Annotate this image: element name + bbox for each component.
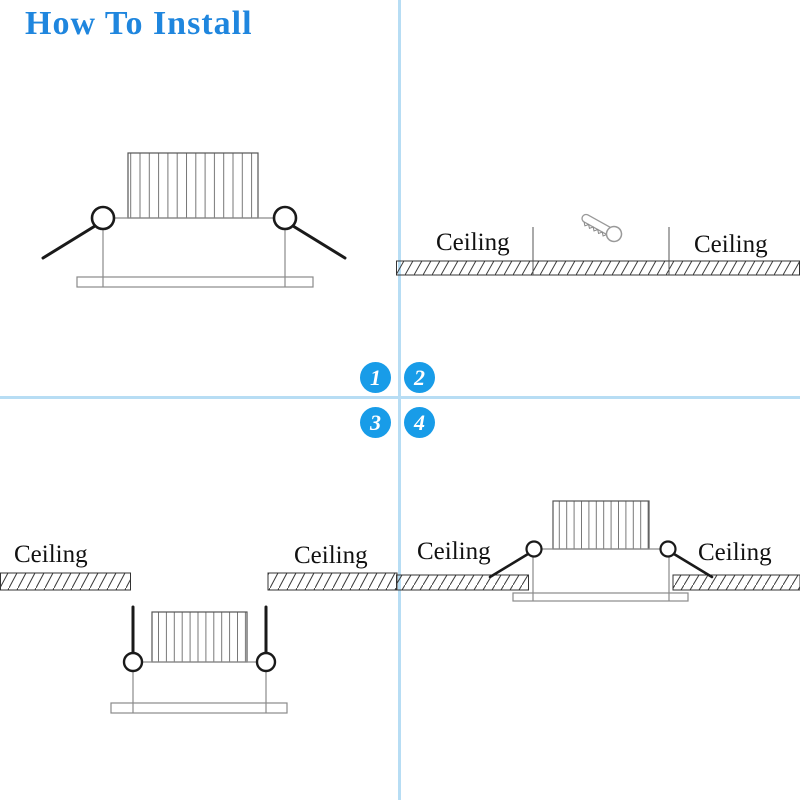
heatsink	[128, 153, 258, 218]
ceiling-cross-section-right	[673, 575, 800, 590]
ceiling-cross-section-left	[397, 575, 529, 590]
spring-pivot-left	[527, 542, 542, 557]
spring-left	[490, 554, 528, 577]
ceiling-cross-section	[397, 261, 800, 275]
trim-flange	[77, 277, 313, 287]
trim-flange	[513, 593, 688, 601]
ceiling-label: Ceiling	[694, 231, 768, 258]
saw-icon	[579, 210, 624, 244]
ceiling-cross-section-left	[1, 573, 131, 590]
heatsink	[152, 612, 247, 662]
horizontal-divider	[0, 396, 800, 399]
step-3-badge: 3	[360, 407, 391, 438]
ceiling-label: Ceiling	[417, 538, 491, 565]
trim-flange	[111, 703, 287, 713]
ceiling-label: Ceiling	[294, 542, 368, 569]
ceiling-cross-section-right	[268, 573, 397, 590]
heatsink	[553, 501, 649, 549]
step-1-badge: 1	[360, 362, 391, 393]
spring-pivot-right	[661, 542, 676, 557]
spring-right	[293, 226, 345, 258]
step-4-badge: 4	[404, 407, 435, 438]
step-1-diagram	[0, 130, 400, 300]
page-title: How To Install	[25, 5, 253, 42]
spring-left	[43, 226, 95, 258]
step-2-badge: 2	[404, 362, 435, 393]
ceiling-label: Ceiling	[436, 229, 510, 256]
spring-pivot-left	[124, 653, 142, 671]
ceiling-label: Ceiling	[698, 539, 772, 566]
ceiling-label: Ceiling	[14, 541, 88, 568]
spring-pivot-right	[257, 653, 275, 671]
